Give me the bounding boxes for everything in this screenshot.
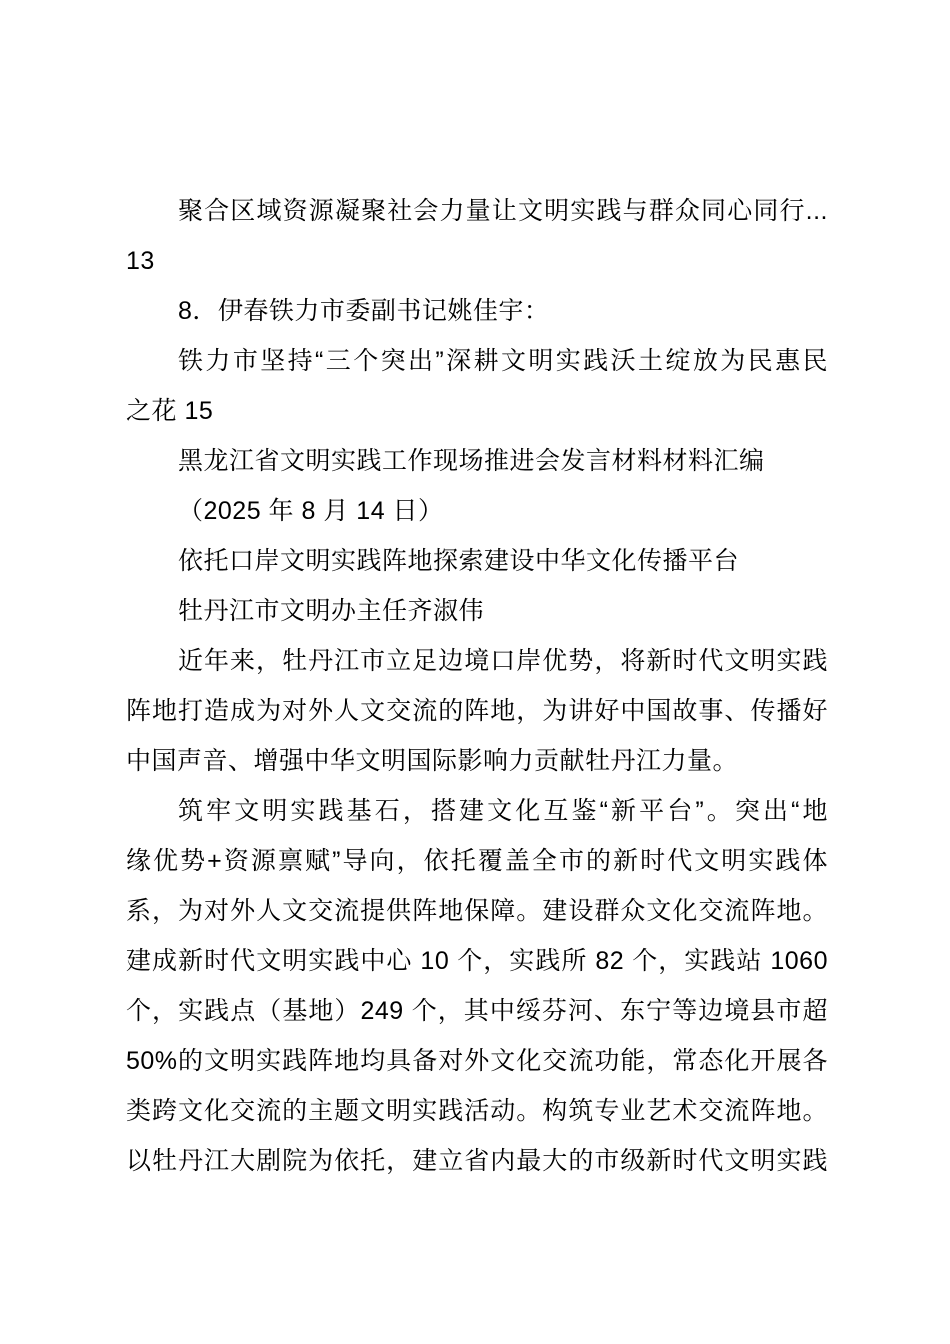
text-line: 中国声音、增强中华文明国际影响力贡献牡丹江力量。 — [126, 747, 739, 775]
text-line: 建成新时代文明实践中心 10 个，实践所 82 个，实践站 1060 — [126, 947, 828, 975]
text-line: 阵地打造成为对外人文交流的阵地，为讲好中国故事、传播好 — [126, 697, 828, 725]
text-line: （2025 年 8 月 14 日） — [178, 497, 444, 525]
text-line: 依托口岸文明实践阵地探索建设中华文化传播平台 — [178, 547, 740, 575]
text-line: 之花 15 — [126, 397, 214, 425]
text-line: 类跨文化交流的主题文明实践活动。构筑专业艺术交流阵地。 — [126, 1097, 828, 1125]
text-line: 铁力市坚持“三个突出”深耕文明实践沃土绽放为民惠民 — [178, 347, 828, 375]
text-line: 13 — [126, 247, 155, 275]
text-line: 黑龙江省文明实践工作现场推进会发言材料材料汇编 — [178, 447, 765, 475]
text-line: 牡丹江市文明办主任齐淑伟 — [178, 597, 485, 625]
text-line: 系，为对外人文交流提供阵地保障。建设群众文化交流阵地。 — [126, 897, 828, 925]
text-line: 50%的文明实践阵地均具备对外文化交流功能，常态化开展各 — [126, 1047, 828, 1075]
text-line: 筑牢文明实践基石，搭建文化互鉴“新平台”。突出“地 — [178, 797, 828, 825]
text-line: 8．伊春铁力市委副书记姚佳宇： — [178, 297, 550, 325]
text-line: 个，实践点（基地）249 个，其中绥芬河、东宁等边境县市超 — [126, 997, 828, 1025]
text-line: 近年来，牡丹江市立足边境口岸优势，将新时代文明实践 — [178, 647, 828, 675]
text-line: 缘优势+资源禀赋”导向，依托覆盖全市的新时代文明实践体 — [126, 847, 828, 875]
text-line: 聚合区域资源凝聚社会力量让文明实践与群众同心同行... — [178, 197, 828, 225]
text-line: 以牡丹江大剧院为依托，建立省内最大的市级新时代文明实践 — [126, 1147, 828, 1175]
